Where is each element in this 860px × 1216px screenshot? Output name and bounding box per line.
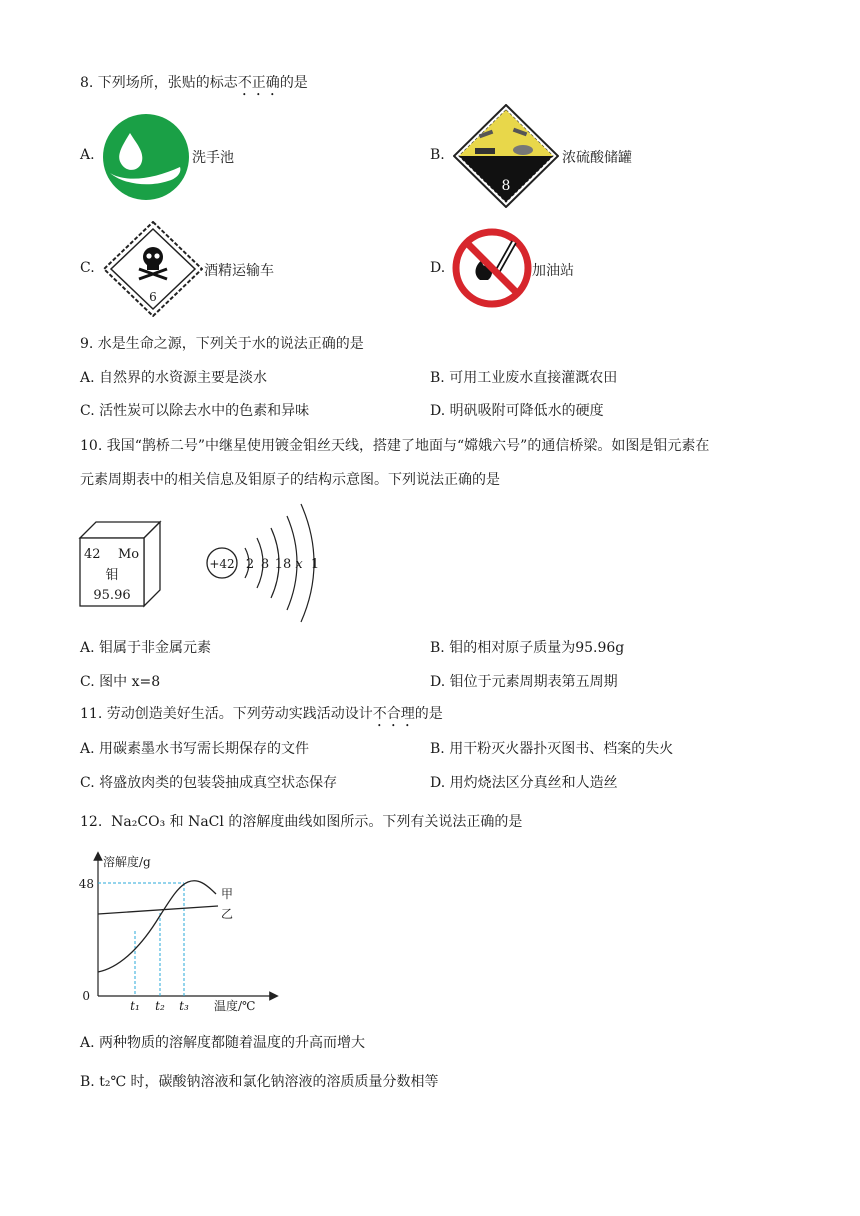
q8-option-a-text: 洗手池 (192, 150, 234, 166)
corrosive-sign-number: 8 (501, 178, 511, 194)
atom-shell-2: 8 (260, 557, 270, 572)
q8-option-b-text: 浓硫酸储罐 (562, 150, 632, 166)
q10-option-b: B. 钼的相对原子质量为95.96g (430, 640, 625, 656)
solubility-chart (78, 850, 288, 1024)
q8-option-d-text: 加油站 (532, 263, 574, 279)
q11-option-d: D. 用灼烧法区分真丝和人造丝 (430, 775, 618, 791)
toxic-skull-hazard-icon (103, 221, 203, 321)
q8-option-c-text: 酒精运输车 (204, 263, 274, 279)
q8-option-d-letter: D. (430, 260, 446, 276)
chart-x-tick-t3: t₃ (179, 999, 189, 1013)
q11-option-b: B. 用干粉灭火器扑灭图书、档案的失火 (430, 741, 674, 757)
q10-option-a: A. 钼属于非金属元素 (80, 640, 212, 656)
chart-x-tick-t2: t₂ (155, 999, 165, 1013)
q9-option-d: D. 明矾吸附可降低水的硬度 (430, 403, 604, 419)
chart-ylabel: 溶解度/g (103, 855, 151, 869)
q8-stem: 8. 下列场所，张贴的标志不正确的是 (80, 75, 308, 91)
chart-series-yi-label: 乙 (221, 907, 234, 921)
q11-stem: 11. 劳动创造美好生活。下列劳动实践活动设计不合理的是 (80, 706, 443, 722)
element-symbol: Mo (118, 547, 140, 562)
atom-shell-5: 1 (310, 557, 320, 572)
q8-option-a-letter: A. (80, 147, 95, 163)
element-mass: 95.96 (93, 588, 131, 603)
q10-stem-line2: 元素周期表中的相关信息及钼原子的结构示意图。下列说法正确的是 (80, 472, 500, 488)
q9-stem: 9. 水是生命之源，下列关于水的说法正确的是 (80, 336, 364, 352)
q11-option-a: A. 用碳素墨水书写需长期保存的文件 (80, 741, 310, 757)
chart-xlabel: 温度/℃ (214, 999, 256, 1013)
q8-option-b-letter: B. (430, 147, 445, 163)
chart-y-tick-48: 48 (78, 877, 94, 891)
element-name: 钼 (105, 568, 119, 583)
chart-series-jia-curve (98, 881, 216, 972)
atom-structure-diagram (203, 500, 333, 630)
q9-option-a: A. 自然界的水资源主要是淡水 (80, 370, 268, 386)
chart-series-jia-label: 甲 (221, 887, 234, 901)
element-number: 42 (84, 547, 101, 562)
q10-option-d: D. 钼位于元素周期表第五周期 (430, 674, 618, 690)
atom-shell-1: 2 (245, 557, 255, 572)
q9-option-c: C. 活性炭可以除去水中的色素和异味 (80, 403, 310, 419)
q11-option-c: C. 将盛放肉类的包装袋抽成真空状态保存 (80, 775, 338, 791)
q12-option-a: A. 两种物质的溶解度都随着温度的升高而增大 (80, 1035, 366, 1051)
chart-origin: 0 (82, 989, 90, 1003)
q12-option-b: B. t₂℃ 时，碳酸钠溶液和氯化钠溶液的溶质质量分数相等 (80, 1074, 439, 1090)
chart-series-yi-curve (98, 906, 218, 914)
q10-stem-line1: 10. 我国“鹊桥二号”中继星使用镀金钼丝天线，搭建了地面与“嫦娥六号”的通信桥梁。如图是钼元素在 (80, 438, 710, 454)
sodium-carbonate-formula: Na₂CO₃ (111, 814, 166, 830)
q9-option-b: B. 可用工业废水直接灌溉农田 (430, 370, 618, 386)
element-cell-figure (78, 520, 168, 612)
corrosive-hazard-icon (453, 104, 559, 212)
chart-x-tick-t1: t₁ (130, 999, 140, 1013)
atom-shell-3: 18 (274, 557, 292, 572)
q12-stem: 12. Na₂CO₃ 和 NaCl 的溶解度曲线如图所示。下列有关说法正确的是 (80, 814, 523, 830)
q8-option-c-letter: C. (80, 260, 95, 276)
toxic-sign-number: 6 (149, 290, 157, 304)
q10-option-c: C. 图中 x=8 (80, 674, 161, 690)
water-drop-sign-icon (100, 113, 192, 205)
atom-shell-4: x (295, 557, 303, 572)
atom-nucleus: +42 (209, 557, 235, 571)
no-smoking-icon (452, 228, 532, 312)
